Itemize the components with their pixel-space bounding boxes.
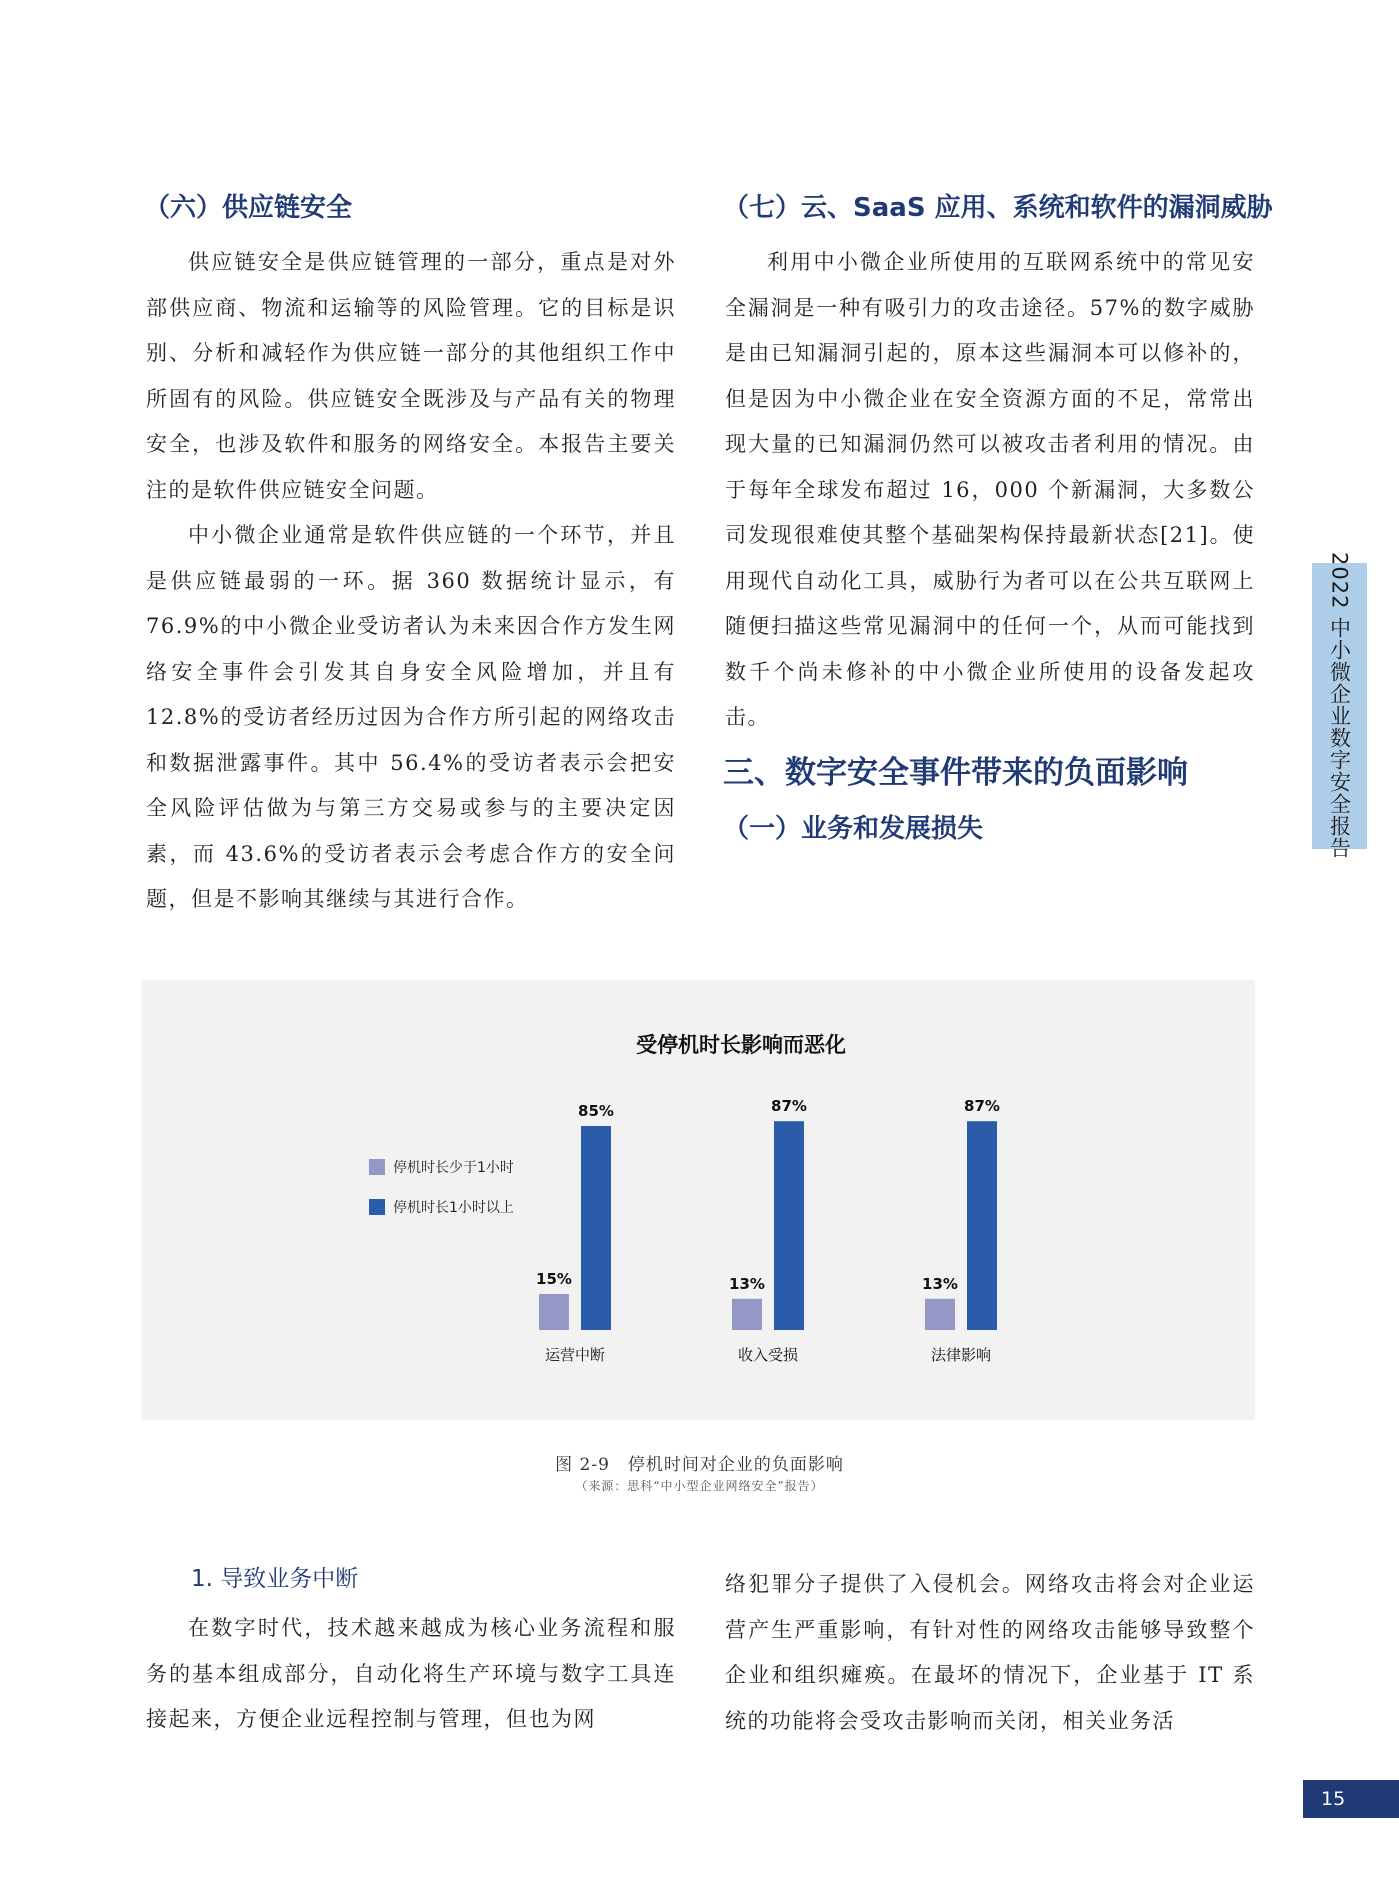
legend-swatch	[369, 1199, 385, 1215]
section-heading-supply-chain: （六）供应链安全	[144, 193, 353, 223]
data-label: 87%	[771, 1097, 807, 1116]
chart-legend	[369, 1156, 514, 1236]
data-label: 13%	[729, 1274, 765, 1293]
side-tab	[1312, 552, 1367, 860]
paragraph: 在数字时代，技术越来越成为核心业务流程和服务的基本组成部分，自动化将生产环境与数字工具连接起来，方便企业远程控制与管理，但也为网	[146, 1616, 676, 1731]
data-label: 15%	[536, 1270, 572, 1288]
legend-item	[369, 1196, 514, 1218]
left-column	[146, 190, 676, 923]
chapter-heading: 三、数字安全事件带来的负面影响	[723, 754, 1188, 791]
category-label: 法律影响	[930, 1346, 992, 1364]
page-number: 15	[1303, 1780, 1399, 1818]
figure-source: （来源：思科“中小型企业网络安全”报告）	[575, 1479, 824, 1493]
section-heading-business-loss: （一）业务和发展损失	[723, 813, 984, 844]
subsection-heading: 1. 导致业务中断	[191, 1566, 359, 1592]
category-label: 运营中断	[544, 1346, 606, 1364]
report-title: 2022 中小微企业数字安全报告	[1327, 552, 1352, 860]
paragraph: 供应链安全是供应链管理的一部分，重点是对外部供应商、物流和运输等的风险管理。它的目标是识别、分析和减轻作为供应链一部分的其他组织工作中所固有的风险。供应链安全既涉及与产品有关的物理安全，也涉及软件和服务的网络安全。本报告主要关注的是软件供应链安全问题。	[146, 250, 676, 502]
bottom-right-column	[725, 1562, 1255, 1744]
paragraph: 中小微企业通常是软件供应链的一个环节，并且是供应链最弱的一环。据 360 数据统计显示，有 76.9%的中小微企业受访者认为未来因合作方发生网络安全事件会引发其自身安全风险增加，并且有 12.8%的受访者经历过因为合作方所引起的网络攻击和数据泄露事件。其中 56.4%的受访者表示会把安全风险评估做为与第三方交易或参与的主要决定因素，而 43.6%的受访者表示会考虑合作方的安全问题，但是不影响其继续与其进行合作。	[146, 523, 676, 911]
paragraph: 络犯罪分子提供了入侵机会。网络攻击将会对企业运营产生严重影响，有针对性的网络攻击能够导致整个企业和组织瘫痪。在最坏的情况下，企业基于 IT 系统的功能将会受攻击影响而关闭，相关业务活	[725, 1572, 1255, 1733]
section-heading-vulnerabilities: （七）云、SaaS 应用、系统和软件的漏洞威胁	[723, 193, 1273, 223]
bar-over-1h	[774, 1121, 804, 1330]
legend-label: 停机时长1小时以上	[393, 1200, 514, 1216]
legend-label: 停机时长少于1小时	[393, 1160, 514, 1176]
bar-under-1h	[925, 1299, 955, 1330]
bar-over-1h	[581, 1126, 611, 1330]
legend-swatch	[369, 1159, 385, 1175]
bar-under-1h	[732, 1299, 762, 1330]
chart-title: 受停机时长影响而恶化	[636, 1033, 846, 1057]
data-label: 85%	[578, 1102, 614, 1120]
chart-panel	[141, 980, 1255, 1420]
bar-over-1h	[967, 1121, 997, 1330]
bottom-left-column	[146, 1562, 676, 1743]
bar-under-1h	[539, 1294, 569, 1330]
bar-chart	[141, 980, 1255, 1420]
data-label: 87%	[964, 1097, 1000, 1116]
category-label: 收入受损	[737, 1346, 799, 1364]
right-column	[723, 190, 1273, 861]
data-label: 13%	[922, 1274, 958, 1293]
paragraph: 利用中小微企业所使用的互联网系统中的常见安全漏洞是一种有吸引力的攻击途径。57%的数字威胁是由已知漏洞引起的，原本这些漏洞本可以修补的，但是因为中小微企业在安全资源方面的不足，常常出现大量的已知漏洞仍然可以被攻击者利用的情况。由于每年全球发布超过 16，000 个新漏洞，大多数公司发现很难使其整个基础架构保持最新状态[21]。使用现代自动化工具，威胁行为者可以在公共互联网上随便扫描这些常见漏洞中的任何一个，从而可能找到数千个尚未修补的中小微企业所使用的设备发起攻击。	[725, 250, 1255, 729]
legend-item	[369, 1156, 514, 1178]
figure-caption: 图 2-9 停机时间对企业的负面影响	[555, 1455, 844, 1475]
